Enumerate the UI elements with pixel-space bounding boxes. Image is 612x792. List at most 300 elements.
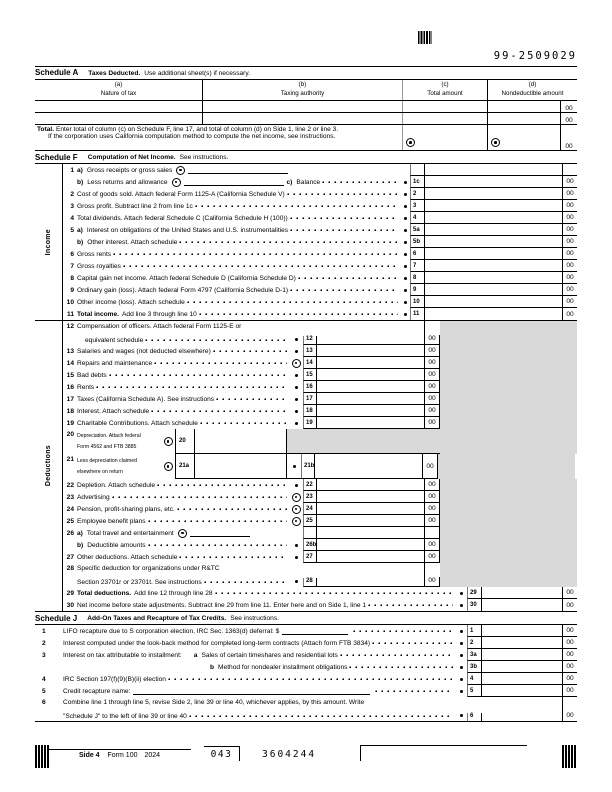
line-number-box: 15 — [303, 369, 317, 381]
section-note: See instructions. — [230, 614, 279, 622]
shaded-area — [440, 345, 577, 357]
line-number: 14 — [66, 359, 74, 367]
target-icon — [172, 178, 181, 187]
entry-line[interactable] — [190, 529, 250, 537]
nondeductible-total-field[interactable] — [500, 125, 561, 150]
amount-field[interactable] — [425, 236, 563, 248]
section-name: Schedule A — [35, 68, 79, 77]
row-label: equivalent schedule — [85, 336, 144, 344]
cents-box: 00 — [563, 284, 577, 296]
line-number-box: 22 — [303, 479, 317, 491]
nondeductible-amount-field[interactable] — [488, 101, 561, 112]
cents-box: 00 — [425, 503, 440, 515]
row-label: Gross rents — [77, 250, 112, 258]
cents-box: 00 — [425, 551, 440, 563]
bullet-icon — [289, 398, 303, 401]
amount-field[interactable] — [317, 369, 425, 381]
amount-field[interactable] — [317, 381, 425, 393]
dotted-leader — [145, 339, 287, 342]
cents-box: 00 — [563, 673, 577, 685]
bullet-icon — [400, 277, 410, 280]
line-number: 7 — [70, 262, 74, 270]
amount-field[interactable] — [425, 272, 563, 284]
row-label: elsewhere on return — [77, 468, 123, 475]
target-icon — [161, 437, 175, 446]
bullet-icon — [289, 374, 303, 377]
row-label: Total travel and entertainment — [86, 529, 174, 537]
amount-field[interactable] — [317, 527, 425, 539]
row-label: IRC Section 197(f)(9)(B)(ii) election — [63, 675, 166, 683]
cents-box — [425, 527, 440, 539]
footer-rule — [48, 749, 191, 750]
bullet-icon — [455, 592, 467, 595]
bullet-icon — [289, 422, 303, 425]
cents-box: 00 — [565, 117, 573, 124]
cents-box: 00 — [563, 224, 577, 236]
line-number: 5 — [42, 687, 46, 695]
line-number-box: 4 — [410, 212, 425, 224]
bullet-icon — [400, 313, 410, 316]
bullet-icon — [455, 714, 467, 717]
deductions-rows — [63, 321, 577, 611]
dotted-leader — [154, 362, 287, 365]
target-icon — [289, 517, 303, 526]
bullet-icon — [289, 350, 303, 353]
amount-field[interactable] — [315, 454, 423, 479]
shaded-area — [440, 491, 577, 503]
row-label-block — [77, 429, 161, 454]
total-amount-field[interactable] — [403, 113, 488, 124]
line-number: 12 — [66, 322, 74, 330]
line-number-box: 29 — [467, 587, 482, 599]
line-number: 24 — [66, 505, 74, 513]
cents-box: 00 — [425, 393, 440, 405]
line-number-box: 3 — [410, 200, 425, 212]
line-sub: a) — [77, 226, 83, 234]
cents-box: 00 — [565, 143, 573, 150]
taxing-authority-field[interactable] — [203, 101, 403, 112]
total-label: Total. — [37, 126, 55, 133]
form-row — [63, 429, 577, 454]
row-label: Interest on obligations of the United States and U.S. instrumentalities — [86, 226, 289, 234]
line-sub: b — [210, 663, 215, 671]
col-key: (a) — [114, 81, 123, 89]
nondeductible-cell — [488, 113, 577, 124]
amount-field[interactable] — [425, 164, 563, 176]
line-number-box: 1 — [467, 625, 482, 637]
form-row — [63, 357, 577, 369]
bullet-icon — [455, 666, 467, 669]
form-row — [63, 417, 577, 429]
bullet-icon — [289, 386, 303, 389]
table-header-row — [35, 80, 577, 101]
row-label: Net income before state adjustments. Subtract line 29 from line 11. Enter here and on Side 1, line 1 — [77, 601, 367, 609]
cents-box: 00 — [563, 685, 577, 697]
line-number-box: 7 — [410, 260, 425, 272]
schedule-a-row — [35, 113, 577, 125]
form-row — [63, 527, 577, 539]
line-number-box: 2 — [410, 188, 425, 200]
amount-field[interactable] — [482, 599, 563, 611]
amount-field[interactable] — [317, 393, 425, 405]
row-label: Form 4562 and FTB 3885 — [77, 443, 137, 450]
row-label: Total dividends. Attach federal Schedule C (California Schedule H (100)) — [77, 214, 288, 222]
line-number: 5 — [70, 226, 74, 234]
row-label: Other deductions. Attach schedule — [77, 553, 178, 561]
line-number: 27 — [66, 553, 74, 561]
form-row — [35, 685, 577, 697]
line-number: 1 — [42, 627, 46, 635]
dotted-leader — [349, 666, 453, 669]
dotted-leader — [113, 253, 398, 256]
entry-line[interactable] — [282, 627, 348, 635]
target-icon — [178, 529, 187, 538]
cents-box: 00 — [563, 176, 577, 188]
line-number: 20 — [66, 430, 74, 438]
dotted-leader — [195, 205, 398, 208]
registration-barcode-top — [418, 31, 432, 44]
document-number: 99-2509029 — [493, 50, 577, 62]
row-label: Taxes (California Schedule A). See instructions — [77, 395, 215, 403]
line-sub: b) — [77, 238, 84, 246]
dotted-leader — [199, 313, 398, 316]
cents-box: 00 — [425, 539, 440, 551]
cents-box: 00 — [563, 661, 577, 673]
form-row — [63, 599, 577, 611]
cents-box: 00 — [563, 260, 577, 272]
cents-box: 00 — [565, 105, 573, 112]
dotted-leader — [290, 217, 398, 220]
amount-field[interactable] — [482, 673, 563, 685]
row-label: Less returns and allowance — [87, 178, 168, 186]
line-number-box: 6 — [410, 248, 425, 260]
dotted-leader — [204, 581, 287, 584]
amount-field[interactable] — [317, 515, 425, 527]
entry-line[interactable] — [184, 178, 284, 186]
line-number-box: 25 — [303, 515, 317, 527]
line-number: 8 — [70, 274, 74, 282]
amount-field[interactable] — [317, 405, 425, 417]
amount-field[interactable] — [317, 345, 425, 357]
cents-box: 00 — [425, 357, 440, 369]
cents-box: 00 — [566, 712, 574, 719]
col-key: (d) — [528, 81, 537, 89]
shaded-area — [440, 539, 577, 551]
amount-field[interactable] — [425, 248, 563, 260]
line-number-box: 24 — [303, 503, 317, 515]
line-number: 11 — [67, 310, 74, 318]
line-number-box: 11 — [410, 308, 425, 320]
row-label-block — [77, 454, 161, 479]
line-number: 16 — [66, 383, 74, 391]
dotted-leader — [96, 386, 287, 389]
shaded-area — [440, 381, 577, 393]
row-label: Interest on tax attributable to installment: — [63, 651, 182, 659]
row-label: LIFO recapture due to S corporation election, IRC Sec. 1363(d) deferral: $ — [63, 627, 280, 635]
row-label-block — [77, 563, 289, 587]
amount-field[interactable] — [317, 321, 425, 345]
line-number-box: 2 — [467, 637, 482, 649]
dotted-leader — [112, 496, 287, 499]
amount-field[interactable] — [482, 661, 563, 673]
total-note: If the corporation uses California computation method to compute the net income, see instructions. — [48, 133, 336, 140]
cents-box: 00 — [425, 577, 440, 587]
dotted-leader — [368, 604, 453, 607]
nondeductible-total-cell — [488, 125, 577, 150]
form-row — [63, 296, 577, 308]
total-text: Enter total of column (c) on Schedule F, line 17, and total of column (d) on Side 1, line 2 or line 3. — [55, 126, 339, 133]
line-number: 1 — [70, 166, 74, 174]
bullet-icon — [289, 338, 303, 341]
schedule-j-table — [35, 624, 577, 722]
amount-field[interactable] — [425, 308, 563, 320]
amount-field[interactable] — [317, 563, 425, 587]
form-content — [35, 68, 577, 722]
shaded-area — [440, 369, 577, 381]
line-number: 13 — [66, 347, 74, 355]
line-number-box: 20 — [175, 429, 195, 454]
bullet-icon — [289, 544, 303, 547]
entry-line[interactable] — [188, 166, 288, 174]
amount-field[interactable] — [482, 649, 563, 661]
dotted-leader — [298, 277, 398, 280]
total-amount-field[interactable] — [403, 101, 488, 112]
line-number-box: 17 — [303, 393, 317, 405]
nondeductible-amount-field[interactable] — [488, 113, 561, 124]
footer-code: 043 — [204, 746, 240, 761]
row-label-block — [63, 697, 455, 721]
dotted-leader — [322, 181, 398, 184]
income-label: Income — [45, 228, 52, 256]
dotted-leader — [215, 592, 453, 595]
total-amount-total-field[interactable] — [403, 125, 488, 150]
bullet-icon — [289, 580, 303, 583]
schedule-a-title — [35, 68, 577, 79]
divider — [35, 66, 577, 67]
footer-serial: 3604244 — [262, 749, 317, 760]
form-row — [63, 563, 577, 587]
form-row — [63, 224, 577, 236]
line-number-box: 19 — [303, 417, 317, 429]
line-number-box: 5 — [467, 685, 482, 697]
amount-field[interactable] — [317, 491, 425, 503]
amount-field[interactable] — [425, 176, 563, 188]
dotted-leader — [353, 630, 453, 633]
amount-field[interactable] — [425, 260, 563, 272]
amount-field[interactable] — [317, 417, 425, 429]
form-row — [63, 164, 577, 176]
amount-field[interactable] — [317, 539, 425, 551]
col-header-total-amount — [403, 80, 488, 100]
line-number-box: 18 — [303, 405, 317, 417]
line-number: 23 — [66, 493, 74, 501]
row-label: Rents — [77, 383, 95, 391]
row-label: Combine line 1 through line 5, revise Side 2, line 39 or line 40, whichever applies, by this amount. Write — [63, 698, 365, 706]
row-label: Gross receipts or gross sales — [86, 166, 173, 174]
line-number-box: 13 — [303, 345, 317, 357]
target-icon — [289, 493, 303, 502]
dotted-leader — [200, 422, 287, 425]
line-number-box: 10 — [410, 296, 425, 308]
amount-field[interactable] — [195, 454, 287, 479]
line-number-box: 30 — [467, 599, 482, 611]
col-label: Nature of tax — [100, 90, 137, 97]
amount-field[interactable] — [425, 212, 563, 224]
amount-field[interactable] — [425, 188, 563, 200]
line-number: 9 — [70, 286, 74, 294]
footer-side: Side 4 — [78, 752, 100, 759]
nondeductible-cell — [488, 101, 577, 112]
footer-year: 2024 — [144, 752, 161, 759]
row-label: Total income. — [77, 310, 120, 318]
form-row — [63, 321, 577, 345]
row-label: Compensation of officers. Attach federal Form 1125-E or — [77, 322, 242, 330]
amount-field[interactable] — [317, 479, 425, 491]
target-icon — [161, 462, 175, 471]
col-label: Nondeductible amount — [501, 90, 564, 97]
section-heading: Taxes Deducted. — [88, 70, 141, 77]
line-number: 17 — [66, 395, 74, 403]
line-number: 10 — [66, 298, 74, 306]
line-sub: b) — [77, 541, 84, 549]
line-number-box: 9 — [410, 284, 425, 296]
dotted-leader — [213, 350, 287, 353]
amount-field[interactable] — [425, 296, 563, 308]
section-name: Schedule J — [35, 613, 78, 623]
target-icon — [406, 138, 415, 147]
form-row — [63, 272, 577, 284]
dotted-leader — [179, 556, 287, 559]
cents-box: 00 — [563, 236, 577, 248]
amount-field[interactable] — [425, 200, 563, 212]
section-note: See instructions. — [179, 153, 229, 161]
col-header-taxing-authority — [203, 80, 403, 100]
nature-of-tax-field[interactable] — [35, 113, 203, 124]
footer-page-id — [48, 752, 191, 759]
dotted-leader — [216, 398, 287, 401]
col-key: (b) — [298, 81, 307, 89]
form-row — [63, 381, 577, 393]
row-label: Section 23701r or 23701t. See instructions — [77, 578, 202, 586]
cents-box: 00 — [566, 601, 574, 609]
amount-field[interactable] — [482, 685, 563, 697]
amount-field[interactable] — [425, 284, 563, 296]
cents-box: 00 — [563, 200, 577, 212]
dotted-leader — [148, 520, 287, 523]
bullet-icon — [400, 181, 410, 184]
schedule-a-table — [35, 79, 577, 151]
row-label: Specific deduction for organizations under R&TC — [77, 564, 220, 572]
row-label: Deductible amounts — [87, 541, 146, 549]
target-icon — [491, 138, 500, 147]
line-number: 2 — [70, 190, 74, 198]
form-row — [63, 587, 577, 599]
shaded-area — [440, 527, 577, 539]
bullet-icon — [400, 193, 410, 196]
target-icon — [289, 359, 303, 368]
amount-field[interactable] — [317, 551, 425, 563]
line-number-box: 26b — [303, 539, 317, 551]
line-number: 18 — [66, 407, 74, 415]
line-number: 25 — [66, 517, 74, 525]
total-row-text — [35, 125, 403, 150]
dotted-leader — [123, 265, 398, 268]
amount-field[interactable] — [425, 224, 563, 236]
line-sub: a) — [77, 529, 83, 537]
shaded-area — [440, 551, 577, 563]
shaded-area — [440, 563, 577, 587]
line-number-box: 4 — [467, 673, 482, 685]
taxing-authority-field[interactable] — [203, 113, 403, 124]
bullet-icon — [455, 604, 467, 607]
cents-box: 00 — [563, 296, 577, 308]
bullet-icon — [400, 301, 410, 304]
form-row — [63, 491, 577, 503]
cents-box — [563, 164, 577, 176]
line-sub: a — [193, 651, 198, 659]
cents-box: 00 — [563, 248, 577, 260]
cents-box: 00 — [563, 212, 577, 224]
target-cell[interactable] — [488, 125, 500, 150]
form-row — [63, 345, 577, 357]
amount-field[interactable] — [482, 587, 563, 599]
dotted-leader — [375, 690, 453, 693]
target-icon — [176, 166, 185, 175]
schedule-f-title — [35, 151, 577, 163]
shaded-area — [440, 417, 577, 429]
row-label: Depletion. Attach schedule — [77, 481, 156, 489]
shaded-area — [440, 429, 577, 454]
form-row — [63, 369, 577, 381]
line-number-box: 3a — [467, 649, 482, 661]
footer-bracket — [360, 745, 394, 761]
shaded-area — [287, 429, 440, 454]
line-number-box: 6 — [467, 713, 482, 721]
form-row — [35, 637, 577, 649]
form-row — [63, 212, 577, 224]
line-number-box: 8 — [410, 272, 425, 284]
row-label: Method for nondealer installment obligations — [218, 663, 348, 671]
cents-box: 00 — [563, 625, 577, 637]
dotted-leader — [157, 484, 287, 487]
line-number: 6 — [70, 250, 74, 258]
row-label: Add line 3 through line 10 — [122, 310, 197, 318]
bullet-icon — [455, 630, 467, 633]
line-number: 2 — [42, 639, 46, 647]
schedule-a-row — [35, 101, 577, 113]
amount-field[interactable] — [482, 637, 563, 649]
form-row — [63, 539, 577, 551]
form-row — [63, 454, 577, 479]
line-number: 30 — [66, 601, 74, 609]
form-row — [63, 284, 577, 296]
amount-field[interactable] — [317, 503, 425, 515]
amount-field[interactable] — [482, 697, 563, 721]
row-label: Capital gain net income. Attach federal Schedule D (California Schedule D) — [77, 274, 296, 282]
line-number-box: 27 — [303, 551, 317, 563]
cents-box: 00 — [566, 310, 574, 318]
amount-field[interactable] — [317, 357, 425, 369]
amount-field[interactable] — [195, 429, 287, 454]
row-label: Interest computed under the look-back method for completed long-term contracts (Attach form FTB 3834) — [63, 639, 371, 647]
shaded-area — [440, 321, 577, 345]
amount-field[interactable] — [482, 625, 563, 637]
nature-of-tax-field[interactable] — [35, 101, 203, 112]
dotted-leader — [168, 678, 453, 681]
entry-line[interactable] — [133, 687, 370, 695]
income-gutter — [35, 164, 63, 320]
line-number-box: 16 — [303, 381, 317, 393]
